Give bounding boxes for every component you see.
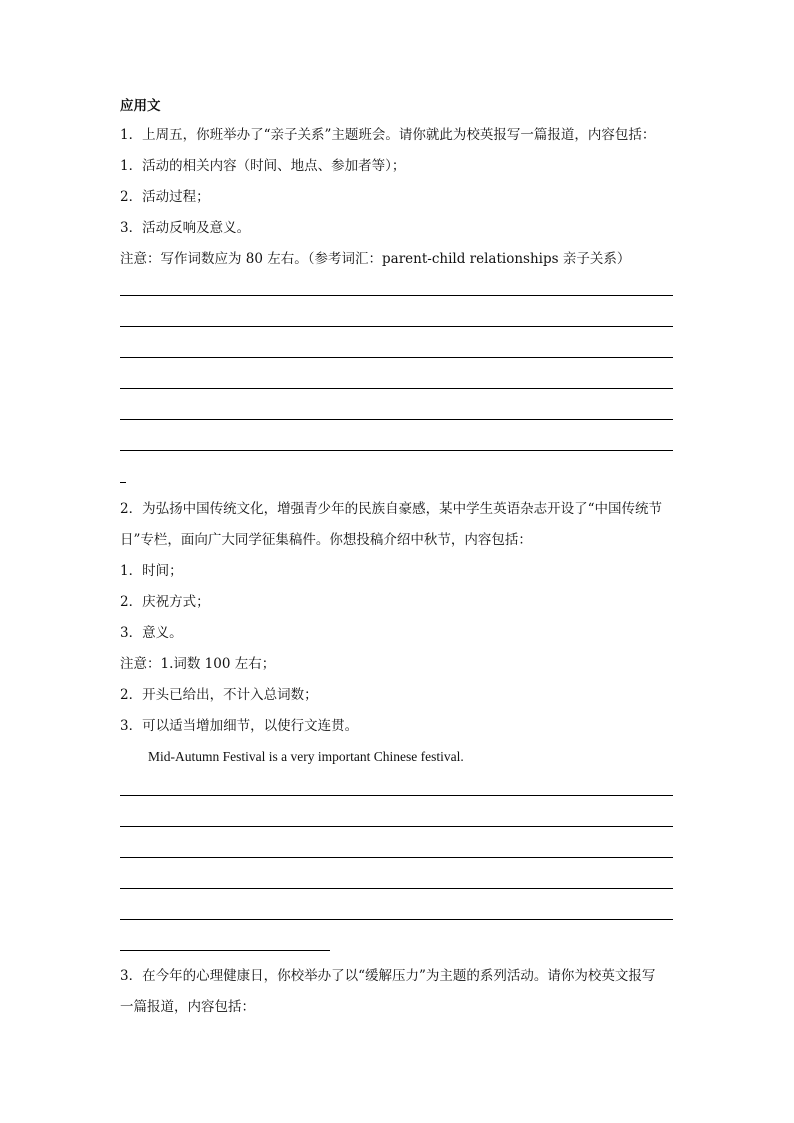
- answer-line[interactable]: [120, 388, 673, 389]
- task2-opening-sentence: Mid-Autumn Festival is a very important Chinese festival.: [148, 749, 464, 764]
- task1-note: 注意：写作词数应为 80 左右。（参考词汇：parent-child relationships 亲子关系）: [120, 251, 631, 267]
- answer-line[interactable]: [120, 295, 673, 296]
- task2-prompt-line-1: 2．为弘扬中国传统文化，增强青少年的民族自豪感，某中学生英语杂志开设了“中国传统节: [120, 501, 662, 517]
- answer-line[interactable]: [120, 857, 673, 858]
- task2-note-2: 2．开头已给出，不计入总词数；: [120, 687, 318, 703]
- task3-prompt-line-1: 3．在今年的心理健康日，你校举办了以“缓解压力”为主题的系列活动。请你为校英文报写: [120, 968, 656, 984]
- task2-note-1: 注意：1.词数 100 左右；: [120, 656, 276, 672]
- answer-line-stub: [120, 482, 126, 483]
- section-heading: 应用文: [120, 98, 161, 114]
- answer-line[interactable]: [120, 450, 673, 451]
- answer-line-short[interactable]: [120, 950, 330, 951]
- task2-note-3: 3．可以适当增加细节，以使行文连贯。: [120, 718, 359, 734]
- answer-line[interactable]: [120, 795, 673, 796]
- task2-point-1: 1．时间；: [120, 563, 183, 579]
- answer-line[interactable]: [120, 326, 673, 327]
- task3-prompt-line-2: 一篇报道，内容包括：: [120, 999, 255, 1015]
- answer-line[interactable]: [120, 888, 673, 889]
- task1-point-2: 2．活动过程；: [120, 189, 210, 205]
- answer-line[interactable]: [120, 357, 673, 358]
- task1-point-3: 3．活动反响及意义。: [120, 220, 251, 236]
- task2-point-3: 3．意义。: [120, 625, 183, 641]
- task2-prompt-line-2: 日”专栏，面向广大同学征集稿件。你想投稿介绍中秋节，内容包括：: [120, 532, 532, 548]
- task1-point-1: 1．活动的相关内容（时间、地点、参加者等）；: [120, 158, 406, 174]
- answer-line[interactable]: [120, 919, 673, 920]
- answer-line[interactable]: [120, 826, 673, 827]
- task2-point-2: 2．庆祝方式；: [120, 594, 210, 610]
- task1-prompt: 1．上周五，你班举办了“亲子关系”主题班会。请你就此为校英报写一篇报道，内容包括：: [120, 127, 656, 143]
- answer-line[interactable]: [120, 419, 673, 420]
